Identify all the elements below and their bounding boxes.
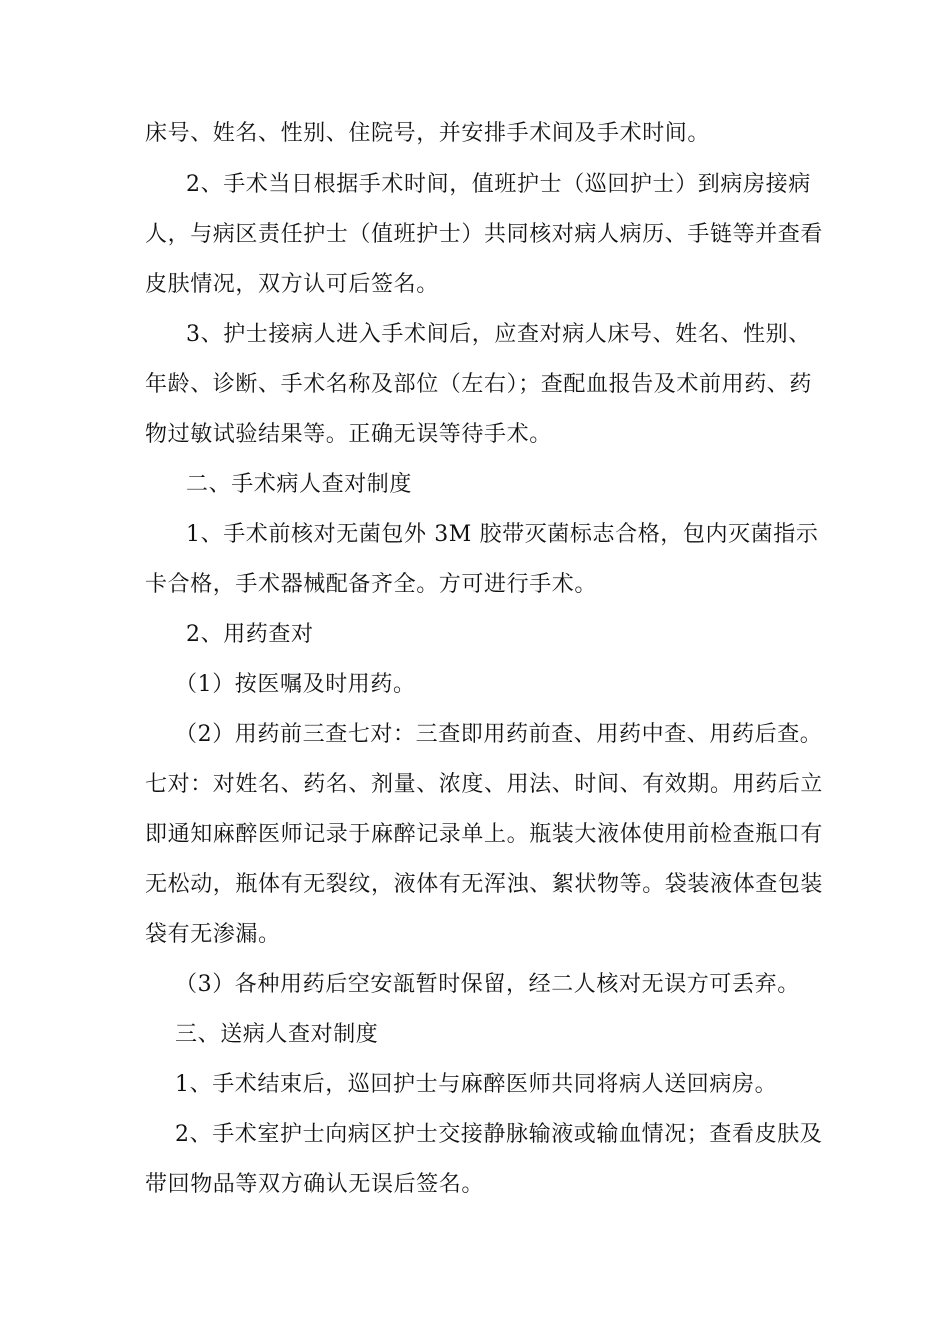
- subsection-heading: 2、用药查对: [186, 622, 314, 647]
- text-line: 3、护士接病人进入手术间后，应查对病人床号、姓名、性别、: [186, 322, 811, 347]
- text-line: 年龄、诊断、手术名称及部位（左右）；查配血报告及术前用药、药: [145, 372, 813, 397]
- text-line: 无松动，瓶体有无裂纹，液体有无浑浊、絮状物等。袋装液体查包装: [145, 872, 824, 897]
- text-line: 即通知麻醉医师记录于麻醉记录单上。瓶装大液体使用前检查瓶口有: [145, 822, 824, 847]
- text-line: （2）用药前三查七对：三查即用药前查、用药中查、用药后查。: [175, 722, 823, 747]
- text-line: 1、手术前核对无菌包外 3M 胶带灭菌标志合格，包内灭菌指示: [186, 522, 819, 547]
- text-line: 人，与病区责任护士（值班护士）共同核对病人病历、手链等并查看: [145, 222, 824, 247]
- text-line: 七对：对姓名、药名、剂量、浓度、用法、时间、有效期。用药后立: [145, 772, 824, 797]
- text-line: 1、手术结束后，巡回护士与麻醉医师共同将病人送回病房。: [175, 1072, 778, 1097]
- text-line: 皮肤情况，双方认可后签名。: [145, 272, 439, 297]
- text-line: 卡合格，手术器械配备齐全。方可进行手术。: [145, 572, 598, 597]
- section-heading: 三、送病人查对制度: [175, 1022, 379, 1047]
- text-line: 带回物品等双方确认无误后签名。: [145, 1172, 485, 1197]
- text-line: 2、手术室护士向病区护士交接静脉输液或输血情况；查看皮肤及: [175, 1122, 823, 1147]
- section-heading: 二、手术病人查对制度: [186, 472, 413, 497]
- text-line: 2、手术当日根据手术时间，值班护士（巡回护士）到病房接病: [186, 172, 811, 197]
- text-line: 床号、姓名、性别、住院号，并安排手术间及手术时间。: [145, 121, 711, 146]
- text-line: 物过敏试验结果等。正确无误等待手术。: [145, 422, 552, 447]
- text-line: 袋有无渗漏。: [145, 922, 281, 947]
- text-line: （1）按医嘱及时用药。: [175, 672, 416, 697]
- text-line: （3）各种用药后空安瓿暂时保留，经二人核对无误方可丢弃。: [175, 972, 800, 997]
